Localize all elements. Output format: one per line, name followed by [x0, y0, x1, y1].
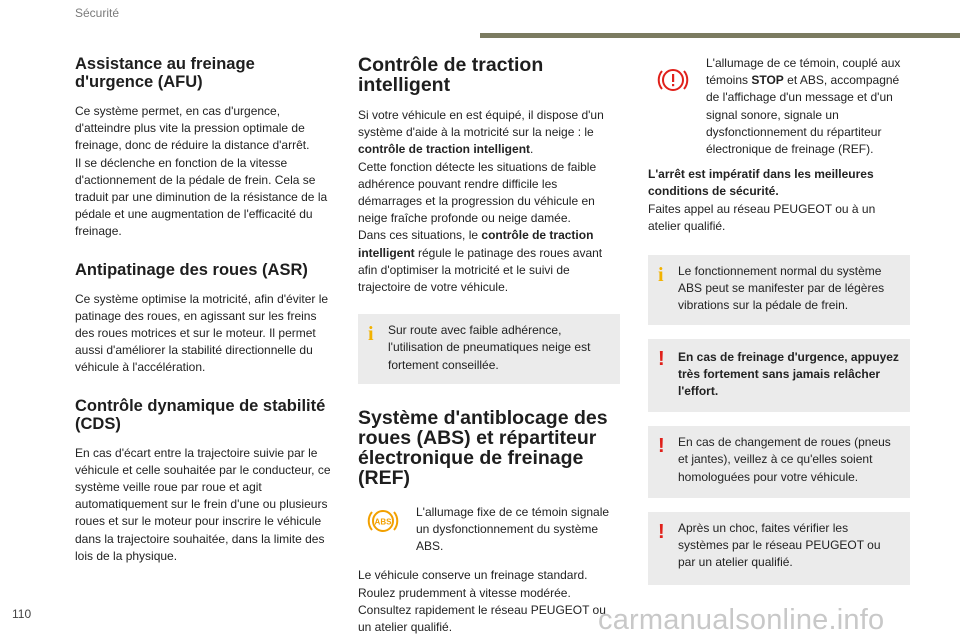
traction-p1: Si votre véhicule en est équipé, il dispose d'un système d'aide à la motricité sur la neige : le contrôle de traction intelligent.: [358, 108, 604, 157]
stop-text: Faites appel au réseau PEUGEOT ou à un atelier qualifié.: [648, 201, 876, 233]
info-icon: i: [658, 264, 664, 287]
shock-warning-text: Après un choc, faites vérifier les systèmes par le réseau PEUGEOT ou par un atelier qualifié.: [678, 520, 881, 570]
emergency-warning-text: En cas de freinage d'urgence, appuyez très fortement sans jamais relâcher l'effort.: [678, 349, 899, 399]
asr-text: Ce système optimise la motricité, afin d'éviter le patinage des roues, en agissant sur les freins des roues motrices et sur le moteur. Il permet aussi d'améliorer la stabilité directionnelle du véhicule à l'accélération.: [75, 291, 329, 375]
wheel-warning-box: [648, 426, 910, 498]
stop-bold: L'arrêt est impératif dans les meilleures conditions de sécurité.: [648, 167, 874, 199]
traction-p2: Cette fonction détecte les situations de faible adhérence pouvant rendre difficile les démarrages et la progression du véhicule en neige fraîche profonde ou neige damée.: [358, 159, 597, 226]
traction-info-box: [358, 314, 620, 384]
cds-heading: Contrôle dynamique de stabilité (CDS): [75, 396, 326, 433]
warning-exclamation-icon: !: [658, 435, 665, 458]
column-3: [648, 55, 910, 585]
brake-warning-light-icon: [656, 65, 690, 100]
ref-light-row: [648, 55, 910, 158]
emergency-warning-box: [648, 339, 910, 413]
asr-heading: Antipatinage des roues (ASR): [75, 260, 308, 279]
abs-info-box: [648, 255, 910, 325]
section-title: Sécurité: [75, 6, 120, 20]
shock-warning-box: [648, 512, 910, 586]
warning-exclamation-icon: !: [658, 347, 665, 370]
afu-heading: Assistance au freinage d'urgence (AFU): [75, 55, 255, 91]
wheel-warning-text: En cas de changement de roues (pneus et jantes), veillez à ce qu'elles soient homologuées pour votre véhicule.: [678, 435, 891, 484]
abs-info-note: Le fonctionnement normal du système ABS peut se manifester par de légères vibrations sur la pédale de frein.: [678, 264, 885, 313]
info-icon: i: [368, 323, 374, 346]
abs-text: Le véhicule conserve un freinage standard. Roulez prudemment à vitesse modérée. Consultez rapidement le réseau PEUGEOT ou un atelier qualifié.: [358, 568, 606, 635]
column-1: [75, 55, 337, 565]
afu-text: Ce système permet, en cas d'urgence, d'atteindre plus vite la pression optimale de freinage, donc de réduire la distance d'arrêt. Il se déclenche en fonction de la vitesse d'actionnement de la pédale de frein. Cela se traduit par une diminution de la résistance de la pédale et une augmentation de l'efficacité du freinage.: [75, 104, 328, 239]
abs-light-row: [358, 504, 620, 556]
traction-heading: Contrôle de traction intelligent: [358, 54, 544, 96]
cds-text: En cas d'écart entre la trajectoire suivie par le véhicule et celle souhaitée par le conducteur, ce système veille roue par roue et agit automatiquement sur le frein d'une ou plusieurs roues et sur le moteur pour inscrire le véhicule dans la trajectoire souhaitée, dans la limite des lois de la physique.: [75, 445, 331, 563]
page-number: 110: [12, 607, 32, 621]
ref-light-text: L'allumage de ce témoin, couplé aux témoins STOP et ABS, accompagné de l'affichage d'un message et d'un signal sonore, signale un dysfonctionnement du répartiteur électronique de freinage (REF).: [706, 56, 901, 157]
column-2: [358, 55, 620, 636]
traction-p3: Dans ces situations, le contrôle de traction intelligent régule le patinage des roues avant afin d'optimiser la motricité et le suivi de trajectoire de votre véhicule.: [358, 228, 603, 295]
site-watermark: carmanualsonline.info: [598, 604, 885, 636]
svg-text:ABS: ABS: [374, 517, 392, 527]
traction-note: Sur route avec faible adhérence, l'utilisation de pneumatiques neige est fortement conseillée.: [388, 323, 591, 372]
abs-warning-light-icon: [366, 506, 400, 541]
header-accent-bar: [480, 33, 960, 38]
abs-heading: Système d'antiblocage des roues (ABS) et répartiteur électronique de freinage (REF): [358, 406, 608, 489]
abs-light-text: L'allumage fixe de ce témoin signale un dysfonctionnement du système ABS.: [416, 504, 610, 554]
warning-exclamation-icon: !: [658, 520, 665, 543]
